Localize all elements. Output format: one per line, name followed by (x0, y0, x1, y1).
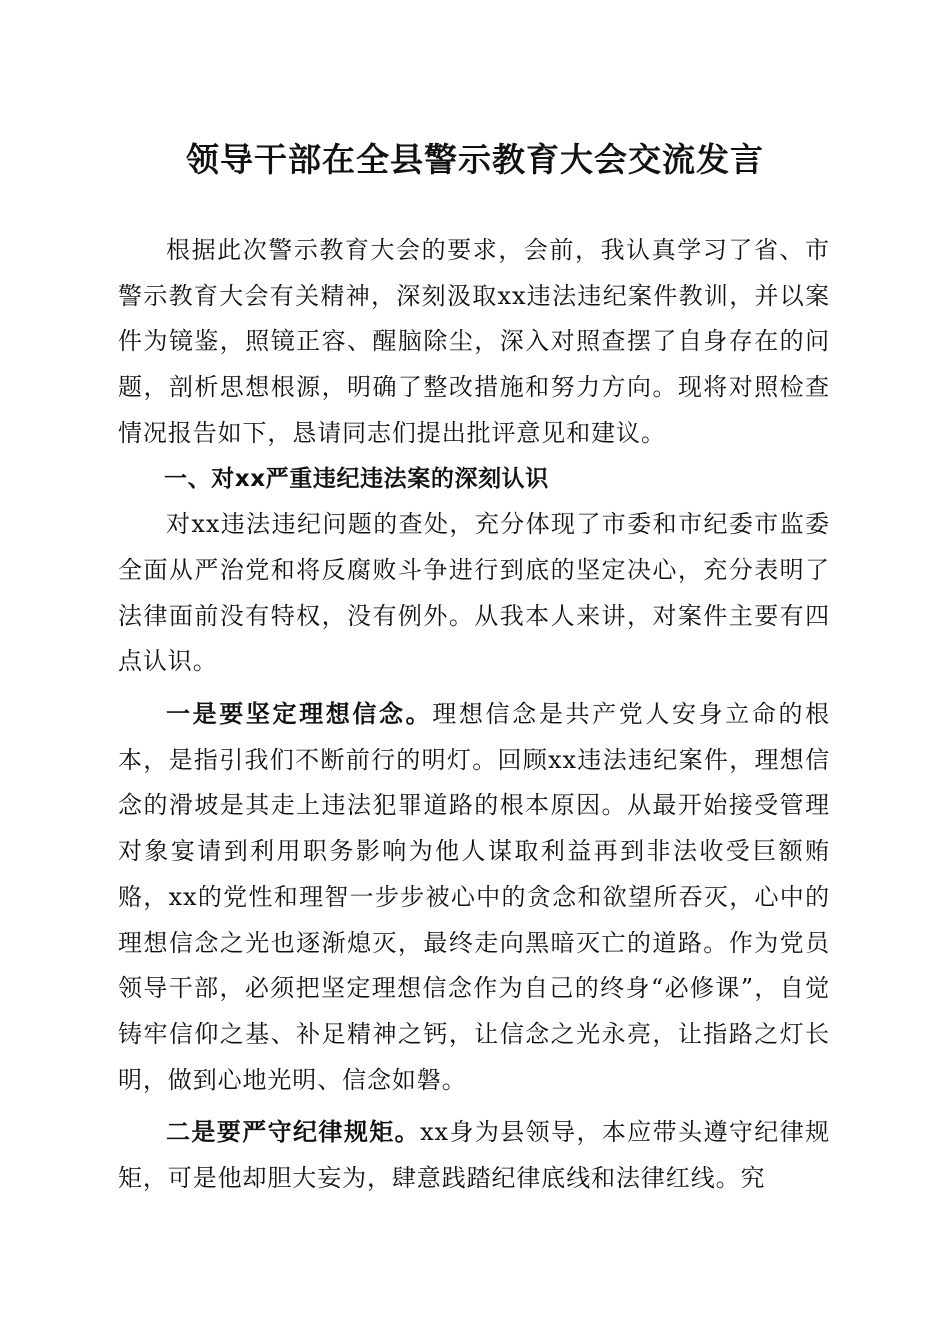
intro-paragraph: 根据此次警示教育大会的要求，会前，我认真学习了省、市警示教育大会有关精神，深刻汲取xx违法违纪案件教训，并以案件为镜鉴，照镜正容、醒脑除尘，深入对照查摆了自身存在的问题，剖析思想根源，明确了整改措施和努力方向。现将对照检查情况报告如下，恳请同志们提出批评意见和建议。 (118, 236, 830, 447)
document-body (118, 228, 830, 1202)
section-heading: 一、对xx严重违纪违法案的深刻认识 (164, 465, 549, 492)
point-one-text: 理想信念是共产党人安身立命的根本，是指引我们不断前行的明灯。回顾xx违法违纪案件，理想信念的滑坡是其走上违法犯罪道路的根本原因。从最开始接受管理对象宴请到利用职务影响为他人谋取利益再到非法收受巨额贿赂，xx的党性和理智一步步被心中的贪念和欲望所吞灭，心中的理想信念之光也逐渐熄灭，最终走向黑暗灭亡的道路。作为党员领导干部，必须把坚定理想信念作为自己的终身“必修课”，自觉铸牢信仰之基、补足精神之钙，让信念之光永亮，让指路之灯长明，做到心地光明、信念如磐。 (118, 700, 831, 1094)
section-paragraph: 对xx违法违纪问题的查处，充分体现了市委和市纪委市监委全面从严治党和将反腐败斗争进行到底的坚定决心，充分表明了法律面前没有特权，没有例外。从我本人来讲，对案件主要有四点认识。 (118, 510, 830, 676)
point-one-paragraph (118, 691, 830, 1103)
point-two-paragraph (118, 1109, 830, 1201)
point-two-lead: 二是要严守纪律规矩。 (166, 1117, 421, 1147)
point-one-lead: 一是要坚定理想信念。 (166, 699, 433, 729)
document-title: 领导干部在全县警示教育大会交流发言 (186, 140, 764, 179)
point-two-text: xx身为县领导，本应带头遵守纪律规矩，可是他却胆大妄为，肆意践踏纪律底线和法律红线。究 (118, 1118, 831, 1193)
